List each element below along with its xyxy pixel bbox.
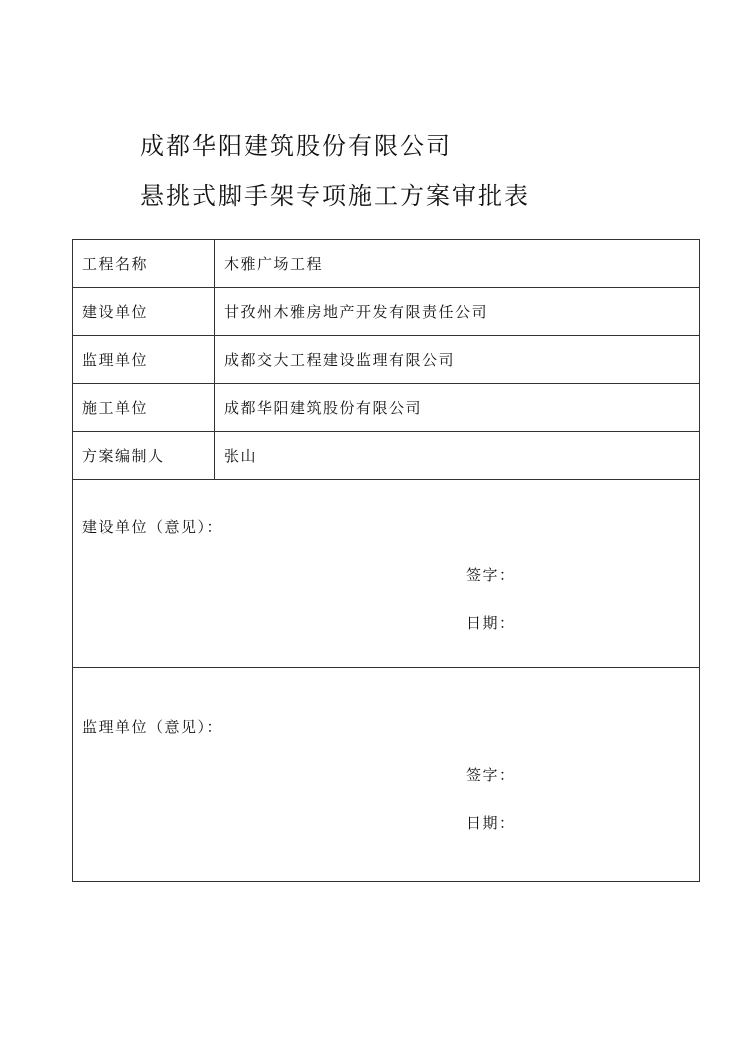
table-row-contractor-unit (73, 384, 699, 432)
supervision-unit-value: 成都交大工程建设监理有限公司 (224, 351, 456, 369)
approval-form-table (72, 239, 700, 882)
project-name-label: 工程名称 (73, 240, 215, 287)
plan-author-value: 张山 (224, 447, 258, 465)
company-title: 成都华阳建筑股份有限公司 (140, 132, 452, 160)
supervision-unit-opinion-heading: 监理单位（意见）： (82, 718, 224, 736)
supervision-unit-opinion-section (73, 668, 699, 882)
table-row-project-name (73, 240, 699, 288)
construction-unit-opinion-heading: 建设单位（意见）： (82, 518, 224, 536)
table-row-supervision-unit (73, 336, 699, 384)
construction-unit-date-label: 日期： (466, 614, 516, 632)
supervision-unit-date-label: 日期： (466, 814, 516, 832)
form-title: 悬挑式脚手架专项施工方案审批表 (140, 182, 530, 210)
supervision-unit-label: 监理单位 (73, 336, 215, 383)
supervision-unit-signature-label: 签字： (466, 766, 516, 784)
contractor-unit-label: 施工单位 (73, 384, 215, 431)
table-row-construction-unit (73, 288, 699, 336)
plan-author-label: 方案编制人 (73, 432, 215, 479)
construction-unit-opinion-section (73, 480, 699, 668)
project-name-value: 木雅广场工程 (224, 255, 324, 273)
construction-unit-label: 建设单位 (73, 288, 215, 335)
table-row-plan-author (73, 432, 699, 480)
construction-unit-value: 甘孜州木雅房地产开发有限责任公司 (224, 303, 489, 321)
construction-unit-signature-label: 签字： (466, 566, 516, 584)
contractor-unit-value: 成都华阳建筑股份有限公司 (224, 399, 423, 417)
